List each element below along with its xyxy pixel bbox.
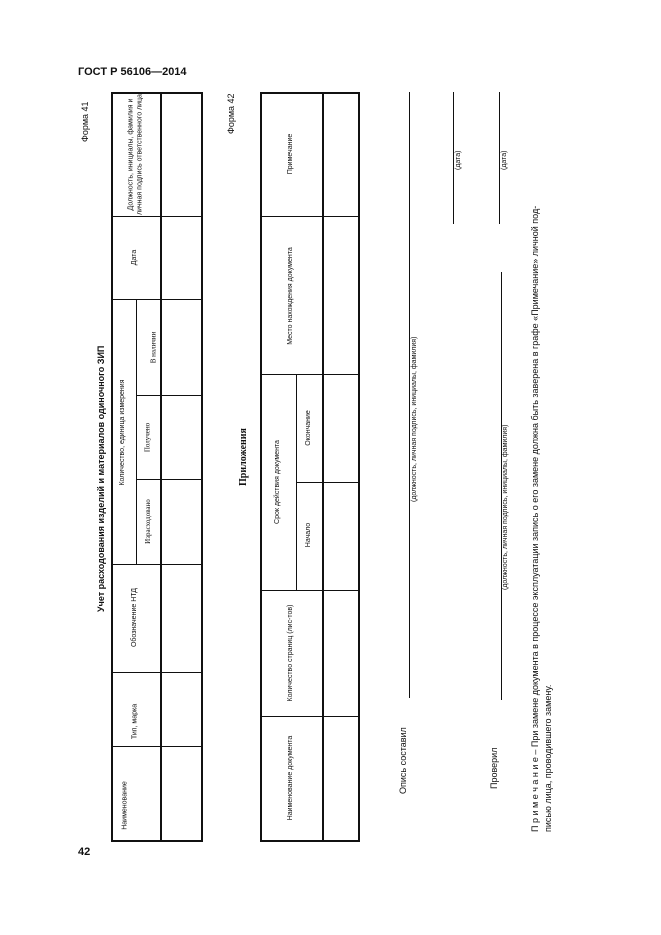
note-label: П р и м е ч а н и е xyxy=(530,757,540,832)
page-number: 42 xyxy=(78,846,91,858)
col-name: Наименование xyxy=(121,781,129,830)
standard-header: ГОСТ Р 56106—2014 xyxy=(78,66,187,78)
col-received: Получено xyxy=(143,422,152,453)
col-type: Тип, марка xyxy=(131,703,139,740)
note-line-1 xyxy=(530,206,540,832)
note-line-2: писью лица, проводившего замену. xyxy=(543,684,553,832)
checked-date-line xyxy=(499,92,500,224)
col-ntd: Обозначение НТД xyxy=(131,587,139,648)
compiled-caption: (должность, личная подпись, инициалы, фамилия) xyxy=(411,336,418,502)
checked-date: (дата) xyxy=(501,150,508,170)
compiled-date: (дата) xyxy=(455,150,462,170)
col-available: В наличии xyxy=(149,331,158,364)
col-spent: Израсходовано xyxy=(144,499,153,544)
form41-title: Учет расходования изделий и материалов одиночного ЗИП xyxy=(96,345,106,612)
form41-label: Форма 41 xyxy=(80,101,90,142)
compiled-signature-line xyxy=(409,92,410,698)
form42-label: Форма 42 xyxy=(226,93,236,134)
col-start: Начало xyxy=(304,522,312,548)
col-date: Дата xyxy=(131,249,139,266)
col-location: Место нахождения документа xyxy=(286,247,294,345)
col-end: Окончание xyxy=(304,410,312,446)
col-quantity: Количество, единица измерения xyxy=(119,379,127,486)
note-text-1: – При замене документа в процессе эксплуатации запись о его замене должна быть заверена в графе «Примечание» личной под- xyxy=(530,205,540,758)
col-doc-name: Наименование документа xyxy=(286,735,294,821)
compiled-label: Опись составил xyxy=(398,727,408,794)
col-note: Примечание xyxy=(286,133,294,175)
col-signature: Должность, инициалы, фамилия и личная подпись ответственного лица xyxy=(127,94,143,215)
checked-caption: (должность, личная подпись, инициалы, фамилия) xyxy=(502,424,509,590)
col-pages-count: Количество страниц (лис-тов) xyxy=(286,604,294,702)
compiled-date-line xyxy=(453,92,454,224)
form42-title: Приложения xyxy=(238,428,249,486)
col-validity: Срок действия документа xyxy=(273,440,281,524)
checked-label: Проверил xyxy=(489,747,499,789)
